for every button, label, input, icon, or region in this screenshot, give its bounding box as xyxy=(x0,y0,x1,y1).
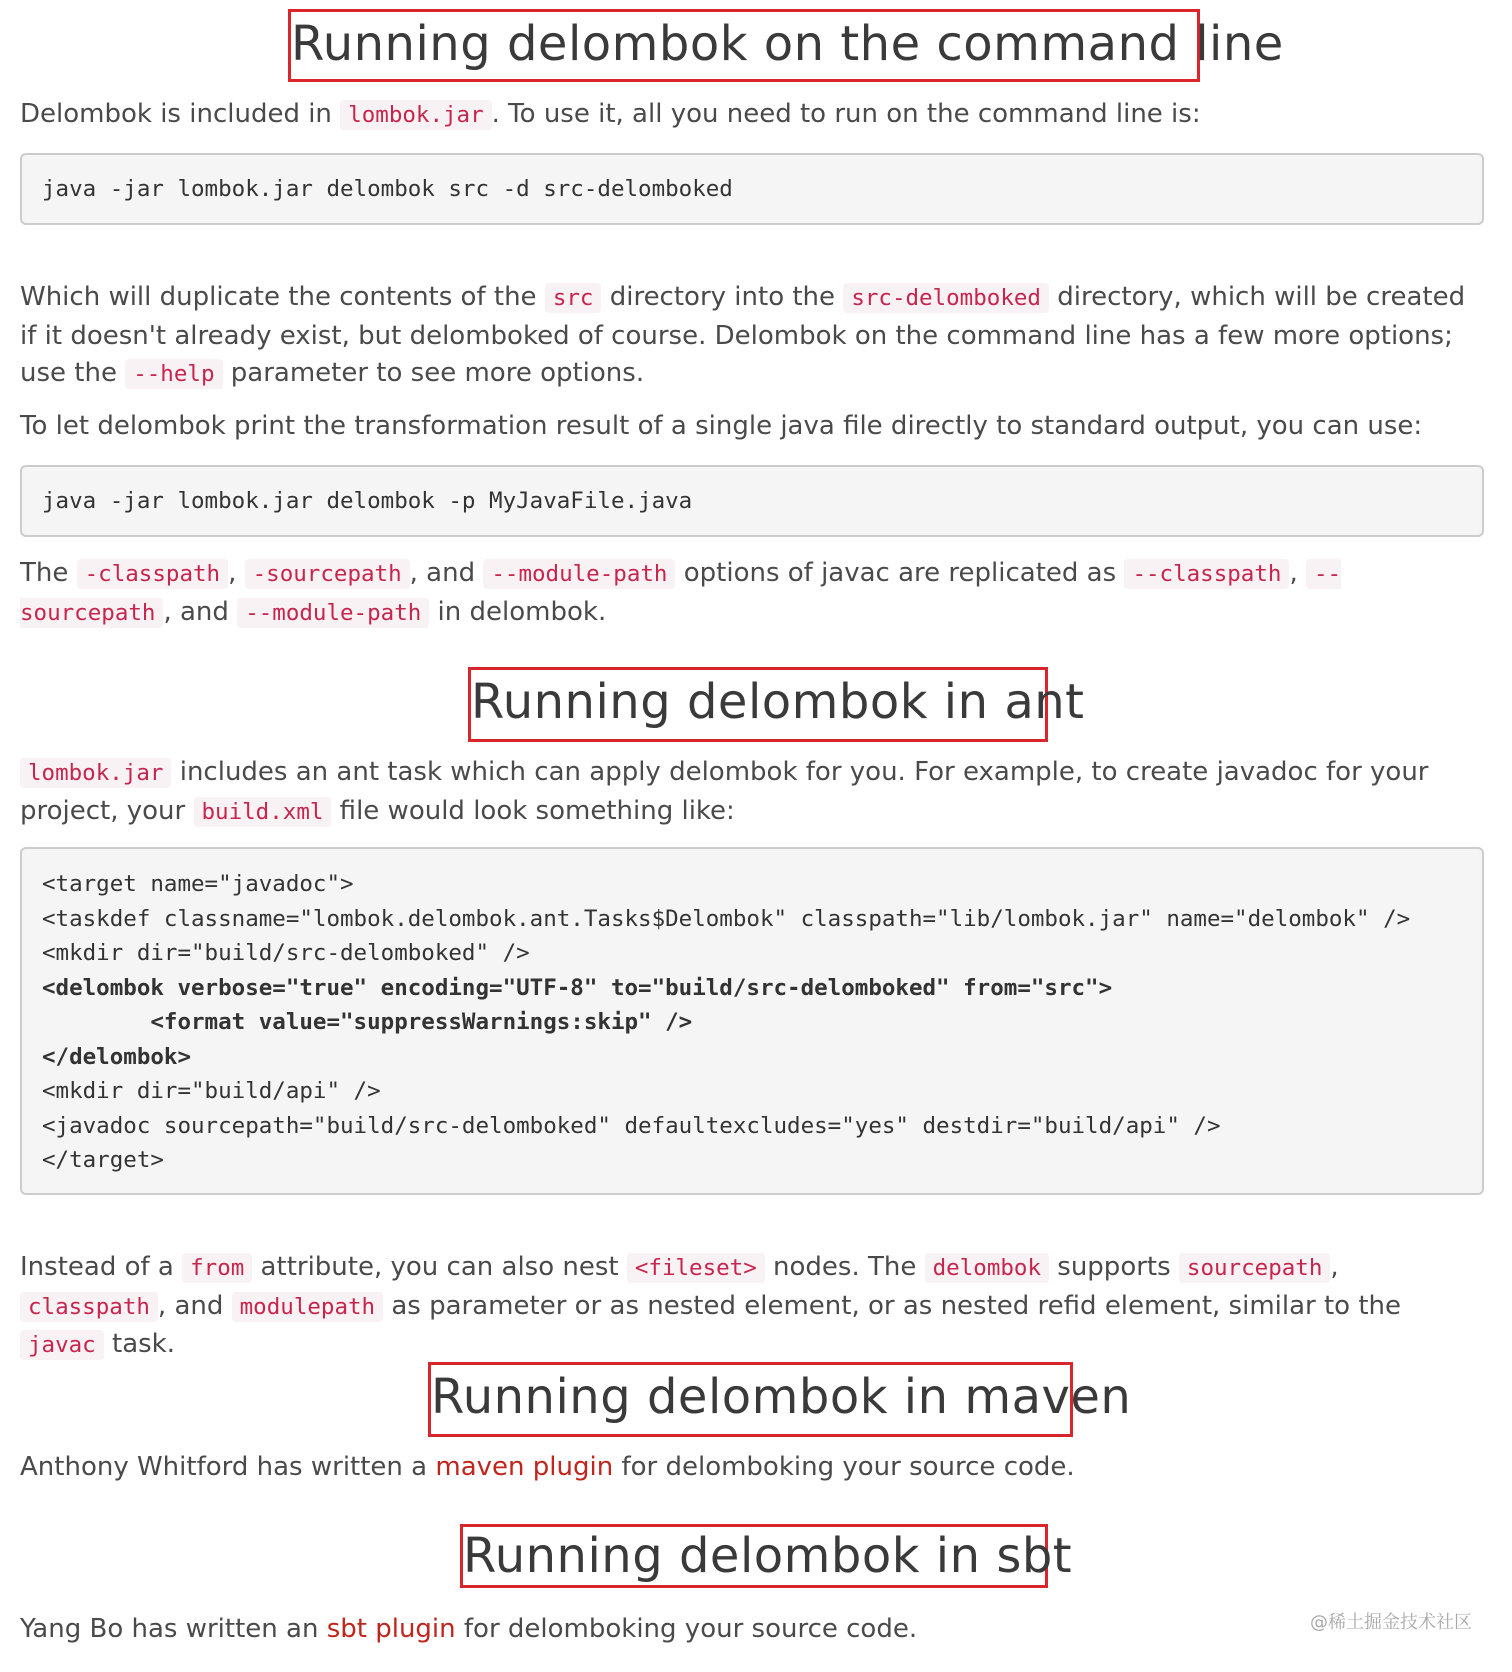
code-line: <mkdir dir="build/src-delomboked" /> xyxy=(42,940,530,966)
inline-code-sourcepath: -sourcepath xyxy=(245,559,410,589)
inline-code-lombok-jar-ant: lombok.jar xyxy=(20,758,171,788)
inline-code-classpath: -classpath xyxy=(77,559,228,589)
inline-code-src: src xyxy=(545,283,602,313)
inline-code-double-sourcepath: --sourcepath xyxy=(20,561,1342,626)
inline-code-fileset: <fileset> xyxy=(627,1253,765,1283)
code-line: <mkdir dir="build/api" /> xyxy=(42,1078,381,1104)
inline-code-classpath-ant: classpath xyxy=(20,1292,158,1322)
cmdline-paragraph-options: The -classpath , -sourcepath , and --module-path options of javac are replicated as --classpath , --sourcepath , and --module-path in delombok. xyxy=(20,558,1342,627)
heading-maven: Running delombok in maven xyxy=(428,1362,1073,1437)
code-block-delombok-command: java -jar lombok.jar delombok src -d src-delomboked xyxy=(20,153,1484,225)
inline-code-build-xml: build.xml xyxy=(194,797,332,827)
inline-code-delombok: delombok xyxy=(925,1253,1049,1283)
code-block-build-xml xyxy=(20,847,1484,1195)
code-line: <format value="suppressWarnings:skip" /> xyxy=(42,1009,693,1035)
code-line: <target name="javadoc"> xyxy=(42,871,354,897)
maven-plugin-link[interactable]: maven plugin xyxy=(435,1452,614,1482)
inline-code-src-delomboked: src-delomboked xyxy=(843,283,1049,313)
cmdline-intro: Delombok is included in lombok.jar . To use it, all you need to run on the command line is: xyxy=(20,99,1201,129)
inline-code-lombok-jar: lombok.jar xyxy=(340,100,491,130)
ant-intro: lombok.jar includes an ant task which can apply delombok for you. For example, to create javadoc for your project, your build.xml file would look something like: xyxy=(20,757,1429,826)
code-line: <taskdef classname="lombok.delombok.ant.Tasks$Delombok" classpath="lib/lombok.jar" name="delombok" /> xyxy=(42,905,1411,932)
cmdline-paragraph-print: To let delombok print the transformation result of a single java file directly to standard output, you can use: xyxy=(20,411,1423,441)
inline-code-modulepath: modulepath xyxy=(232,1292,383,1322)
watermark: @稀土掘金技术社区 xyxy=(1310,1612,1472,1633)
code-line: <javadoc sourcepath="build/src-delomboked" defaultexcludes="yes" destdir="build/api" /> xyxy=(42,1112,1221,1139)
heading-ant: Running delombok in ant xyxy=(468,667,1048,742)
code-line: <delombok verbose="true" encoding="UTF-8" to="build/src-delomboked" from="src"> xyxy=(42,974,1113,1001)
inline-code-double-classpath: --classpath xyxy=(1124,559,1289,589)
inline-code-module-path: --module-path xyxy=(483,559,675,589)
inline-code-from: from xyxy=(182,1253,252,1283)
sbt-paragraph: Yang Bo has written an sbt plugin for delomboking your source code. xyxy=(20,1614,918,1644)
inline-code-help: --help xyxy=(125,359,222,389)
code-block-print-command: java -jar lombok.jar delombok -p MyJavaFile.java xyxy=(20,465,1484,537)
ant-paragraph-fileset: Instead of a from attribute, you can also nest <fileset> nodes. The delombok supports sourcepath , classpath , and modulepath as parameter or as nested element, or as nested refid element, similar to the javac task. xyxy=(20,1252,1402,1359)
inline-code-sourcepath-ant: sourcepath xyxy=(1179,1253,1330,1283)
code-line: </delombok> xyxy=(42,1043,192,1070)
maven-paragraph: Anthony Whitford has written a maven plugin for delomboking your source code. xyxy=(20,1452,1075,1482)
heading-command-line: Running delombok on the command line xyxy=(288,9,1200,82)
inline-code-double-module-path: --module-path xyxy=(237,598,429,628)
inline-code-javac: javac xyxy=(20,1330,104,1360)
cmdline-paragraph-duplicate: Which will duplicate the contents of the src directory into the src-delomboked directory, which will be created if it doesn't already exist, but delomboked of course. Delombok on the command line has a few more options; use the --help parameter to see more options. xyxy=(20,282,1466,388)
heading-sbt: Running delombok in sbt xyxy=(460,1524,1048,1588)
code-line: </target> xyxy=(42,1147,164,1173)
sbt-plugin-link[interactable]: sbt plugin xyxy=(326,1614,456,1644)
